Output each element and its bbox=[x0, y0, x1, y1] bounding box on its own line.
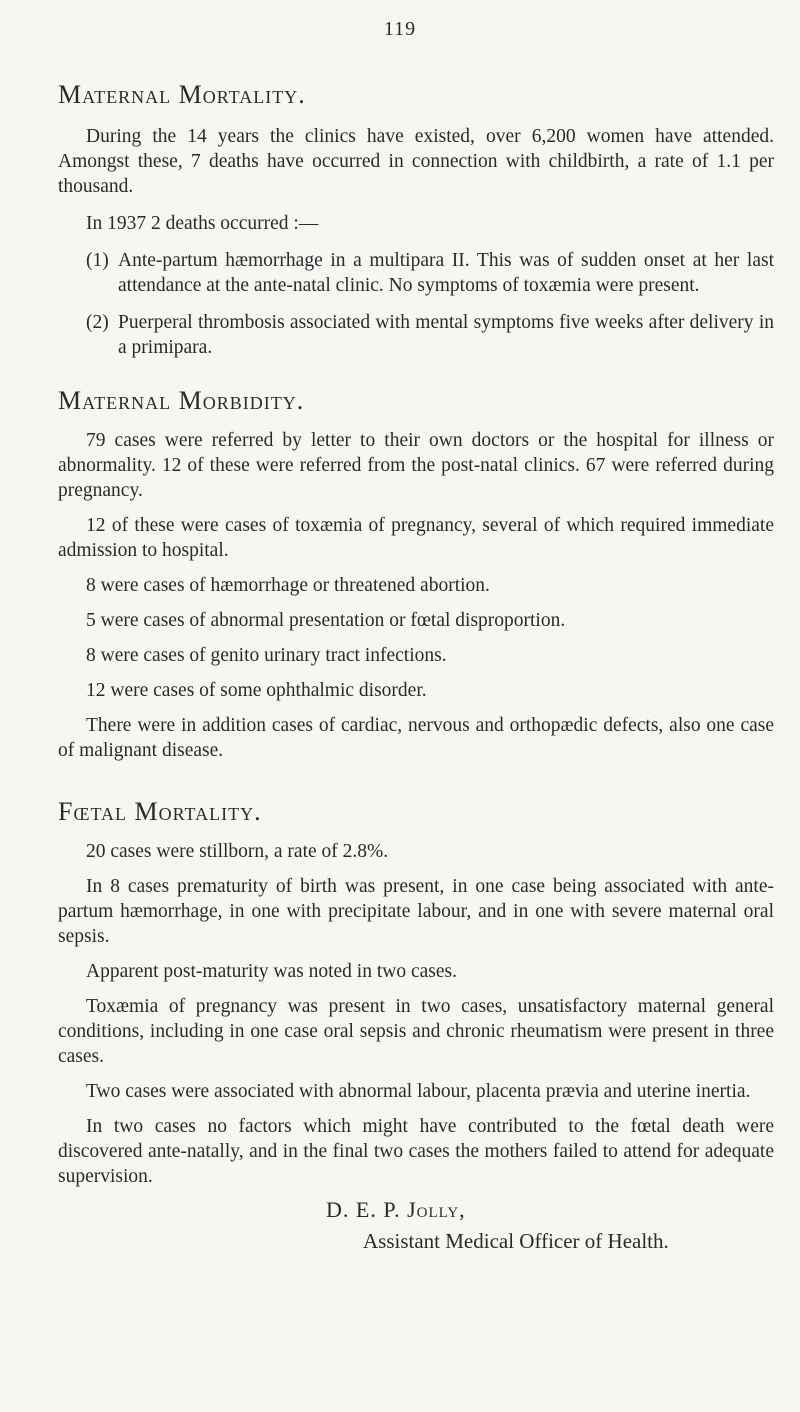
paragraph: 79 cases were referred by letter to their own doctors or the hospital for illness or abnormality. 12 of these were referred from the post-natal clinics. 67 were referred during pregnancy. bbox=[58, 430, 774, 501]
paragraph: 5 were cases of abnormal presentation or fœtal disproportion. bbox=[86, 610, 566, 631]
maternal-morbidity-section bbox=[58, 386, 774, 763]
paragraph: 12 of these were cases of toxæmia of pregnancy, several of which required immediate admission to hospital. bbox=[58, 515, 774, 561]
page-number: 119 bbox=[383, 18, 417, 40]
paragraph: In 1937 2 deaths occurred :— bbox=[86, 213, 319, 234]
signatory-name: D. E. P. Jolly, bbox=[326, 1197, 466, 1222]
paragraph: There were in addition cases of cardiac, nervous and orthopædic defects, also one case of malignant disease. bbox=[58, 715, 774, 761]
item-text: Ante-partum hæmorrhage in a multipara II. This was of sudden onset at her last attendance at the ante-natal clinic. No symptoms of toxæmia were present. bbox=[118, 250, 774, 296]
paragraph: During the 14 years the clinics have existed, over 6,200 women have attended. Amongst these, 7 deaths have occurred in connection with childbirth, a rate of 1.1 per thousand. bbox=[58, 126, 774, 197]
item-number: (1) bbox=[86, 250, 109, 271]
item-text: Puerperal thrombosis associated with mental symptoms five weeks after delivery in a primipara. bbox=[118, 312, 774, 358]
signature-block bbox=[58, 1195, 774, 1257]
paragraph: 12 were cases of some ophthalmic disorder. bbox=[86, 680, 427, 701]
paragraph: 8 were cases of hæmorrhage or threatened abortion. bbox=[86, 575, 490, 596]
maternal-mortality-heading: Maternal Mortality. bbox=[58, 80, 306, 109]
page-content bbox=[58, 80, 774, 1257]
paragraph: Toxæmia of pregnancy was present in two cases, unsatisfactory maternal general conditions, including in one case oral sepsis and chronic rheumatism were present in three cases. bbox=[58, 996, 774, 1067]
foetal-mortality-section bbox=[58, 797, 774, 1189]
paragraph: In 8 cases prematurity of birth was present, in one case being associated with ante-partum hæmorrhage, in one with precipitate labour, and in one with severe maternal oral sepsis. bbox=[58, 876, 774, 947]
paragraph: Apparent post-maturity was noted in two cases. bbox=[86, 961, 457, 982]
item-number: (2) bbox=[86, 312, 109, 333]
paragraph: 8 were cases of genito urinary tract infections. bbox=[86, 645, 447, 666]
paragraph: In two cases no factors which might have contributed to the fœtal death were discovered ante-natally, and in the final two cases the mothers failed to attend for adequate supervision. bbox=[58, 1116, 774, 1187]
paragraph: Two cases were associated with abnormal labour, placenta prævia and uterine inertia. bbox=[86, 1081, 751, 1102]
maternal-morbidity-heading: Maternal Morbidity. bbox=[58, 386, 305, 415]
numbered-item bbox=[86, 248, 774, 298]
paragraph: 20 cases were stillborn, a rate of 2.8%. bbox=[86, 841, 389, 862]
foetal-mortality-heading: Fœtal Mortality. bbox=[58, 797, 262, 826]
numbered-item bbox=[86, 310, 774, 360]
maternal-mortality-section bbox=[58, 80, 774, 360]
signatory-title: Assistant Medical Officer of Health. bbox=[363, 1229, 669, 1253]
